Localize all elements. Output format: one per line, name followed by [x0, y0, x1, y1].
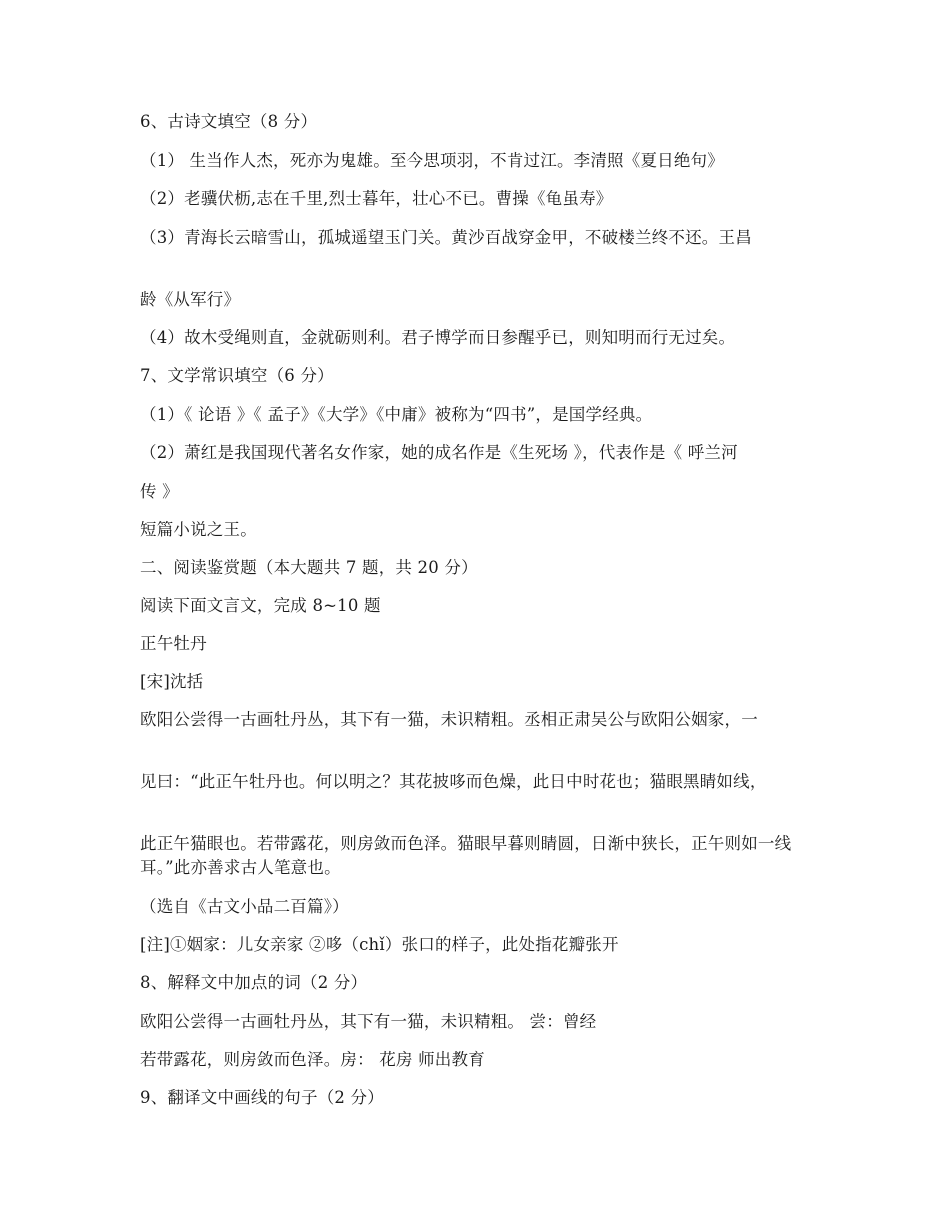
q6-item-2: （2）老骥伏枥,志在千里,烈士暮年，壮心不已。曹操《龟虽寿》 — [140, 189, 613, 208]
q8-item-1: 欧阳公尝得一古画牡丹丛，其下有一猫，未识精粗。 尝：曾经 — [140, 1012, 597, 1031]
q8-item-2: 若带露花，则房敛而色泽。房： 花房 师出教育 — [140, 1050, 485, 1069]
passage-notes: [注]①姻家：儿女亲家 ②哆（chǐ）张口的样子，此处指花瓣张开 — [140, 935, 619, 954]
question-9-heading: 9、翻译文中画线的句子（2 分） — [140, 1088, 384, 1107]
q6-item-1: （1） 生当作人杰，死亦为鬼雄。至今思项羽，不肯过江。李清照《夏日绝句》 — [140, 151, 724, 170]
reading-instruction: 阅读下面文言文，完成 8~10 题 — [140, 596, 381, 615]
passage-title: 正午牡丹 — [140, 634, 207, 653]
q6-item-3-continued: 龄《从军行》 — [140, 290, 241, 309]
q6-item-4: （4）故木受绳则直，金就砺则利。君子博学而日参醒乎已，则知明而行无过矣。 — [140, 328, 736, 347]
q7-item-1: （1）《 论语 》《 孟子》《大学》《中庸》被称为“四书”，是国学经典。 — [140, 405, 653, 424]
passage-line-2: 见曰：“此正午牡丹也。何以明之？其花披哆而色燥，此日中时花也；猫眼黑睛如线， — [140, 772, 767, 791]
passage-line-1: 欧阳公尝得一古画牡丹丛，其下有一猫，未识精粗。丞相正肃吴公与欧阳公姻家，一 — [140, 710, 758, 729]
q7-item-2: （2）萧红是我国现代著名女作家，她的成名作是《生死场 》，代表作是《 呼兰河 — [140, 443, 738, 462]
q6-item-3: （3）青海长云暗雪山，孤城遥望玉门关。黄沙百战穿金甲，不破楼兰终不还。王昌 — [140, 228, 752, 247]
passage-author: [宋]沈括 — [140, 672, 204, 691]
q7-item-2-tail: 短篇小说之王。 — [140, 520, 257, 539]
q7-item-2-continued: 传 》 — [140, 482, 179, 501]
section-2-heading: 二、阅读鉴赏题（本大题共 7 题，共 20 分） — [140, 558, 478, 577]
question-7-heading: 7、文学常识填空（6 分） — [140, 366, 334, 385]
passage-source: （选自《古文小品二百篇》） — [140, 897, 349, 916]
question-6-heading: 6、古诗文填空（8 分） — [140, 112, 318, 131]
passage-line-3: 此正午猫眼也。若带露花，则房敛而色泽。猫眼早暮则睛圆，日渐中狭长，正午则如一线耳。”此亦善求古人笔意也。 — [140, 834, 792, 877]
question-8-heading: 8、解释文中加点的词（2 分） — [140, 973, 368, 992]
